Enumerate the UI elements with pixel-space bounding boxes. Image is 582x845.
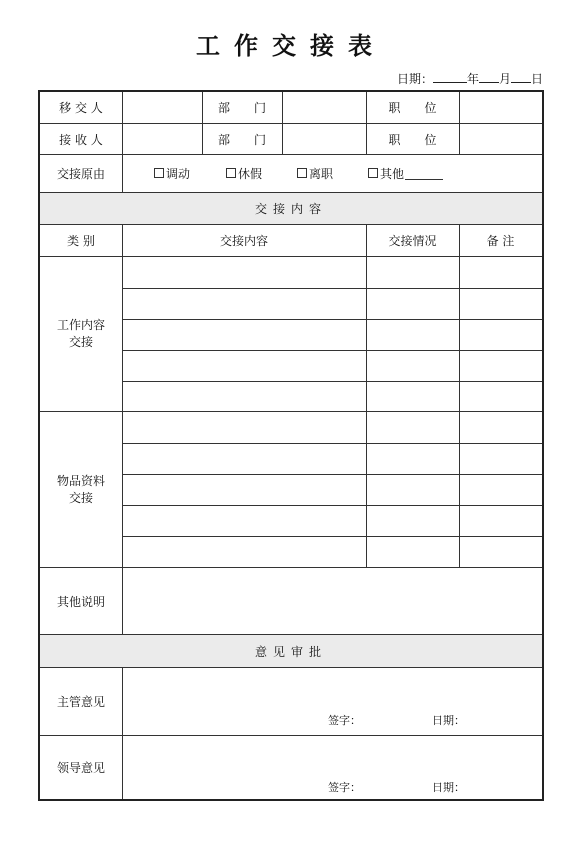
- leader-date-label: 日期：: [432, 781, 465, 794]
- items-group: [40, 412, 542, 568]
- items-entry-area[interactable]: [122, 412, 542, 568]
- receiver-row: [40, 124, 542, 155]
- reason-option-transfer[interactable]: 调动: [154, 155, 190, 192]
- month-blank[interactable]: [479, 71, 499, 83]
- reason-option-other[interactable]: 其他: [368, 155, 443, 192]
- other-notes-label: 其他说明: [56, 594, 105, 609]
- checkbox-icon[interactable]: [154, 168, 164, 178]
- work-content-group: [40, 257, 542, 412]
- date-line: [397, 70, 543, 87]
- transferor-dept-input[interactable]: [282, 92, 366, 123]
- handover-section-title: 交接内容: [254, 202, 327, 216]
- day-blank[interactable]: [511, 71, 531, 83]
- transferor-label: 移 交 人: [59, 101, 103, 115]
- receiver-position-label: 职 位: [388, 132, 437, 147]
- transferor-position-input[interactable]: [459, 92, 542, 123]
- leader-opinion-label: 领导意见: [56, 761, 105, 775]
- checkbox-icon[interactable]: [297, 168, 307, 178]
- year-label: 年: [466, 72, 479, 86]
- month-label: 月: [498, 72, 511, 86]
- other-notes-row: [40, 568, 542, 635]
- reason-row: [40, 155, 542, 193]
- supervisor-opinion-label: 主管意见: [56, 695, 105, 709]
- receiver-input[interactable]: [122, 124, 202, 154]
- receiver-dept-label: 部 门: [217, 132, 266, 147]
- header-remark: 备 注: [486, 234, 515, 248]
- supervisor-opinion-row: [40, 668, 542, 736]
- leader-sign-label: 签字：: [328, 781, 361, 794]
- approval-section-header: [40, 635, 542, 668]
- reason-label: 交接原由: [56, 167, 105, 181]
- approval-section-title: 意见审批: [254, 644, 327, 659]
- receiver-position-input[interactable]: [459, 124, 542, 154]
- day-label: 日: [530, 72, 543, 86]
- transferor-input[interactable]: [122, 92, 202, 123]
- receiver-label: 接 收 人: [59, 132, 103, 147]
- checkbox-icon[interactable]: [368, 168, 378, 178]
- supervisor-sign-label: 签字：: [328, 714, 361, 727]
- leader-opinion-row: [40, 736, 542, 799]
- header-status: 交接情况: [388, 234, 437, 248]
- other-reason-blank[interactable]: [405, 168, 443, 180]
- receiver-dept-input[interactable]: [282, 124, 366, 154]
- year-blank[interactable]: [433, 71, 467, 83]
- form-title: 工作交接表: [196, 32, 386, 60]
- transferor-position-label: 职 位: [388, 101, 437, 115]
- table-header-row: [40, 225, 542, 257]
- handover-form: [38, 90, 544, 801]
- reason-option-resign[interactable]: 离职: [297, 155, 333, 192]
- reason-option-leave[interactable]: 休假: [226, 155, 262, 192]
- work-content-label: 工作内容 交接: [56, 318, 105, 349]
- checkbox-icon[interactable]: [226, 168, 236, 178]
- work-content-entry-area[interactable]: [122, 257, 542, 412]
- other-notes-input[interactable]: [122, 568, 542, 634]
- transferor-dept-label: 部 门: [217, 101, 266, 115]
- header-category: 类 别: [67, 234, 95, 248]
- items-label: 物品资料 交接: [56, 473, 105, 505]
- supervisor-date-label: 日期：: [432, 714, 465, 727]
- transferor-row: [40, 92, 542, 124]
- header-content: 交接内容: [219, 234, 268, 248]
- handover-section-header: [40, 193, 542, 225]
- date-label: 日期：: [396, 72, 433, 86]
